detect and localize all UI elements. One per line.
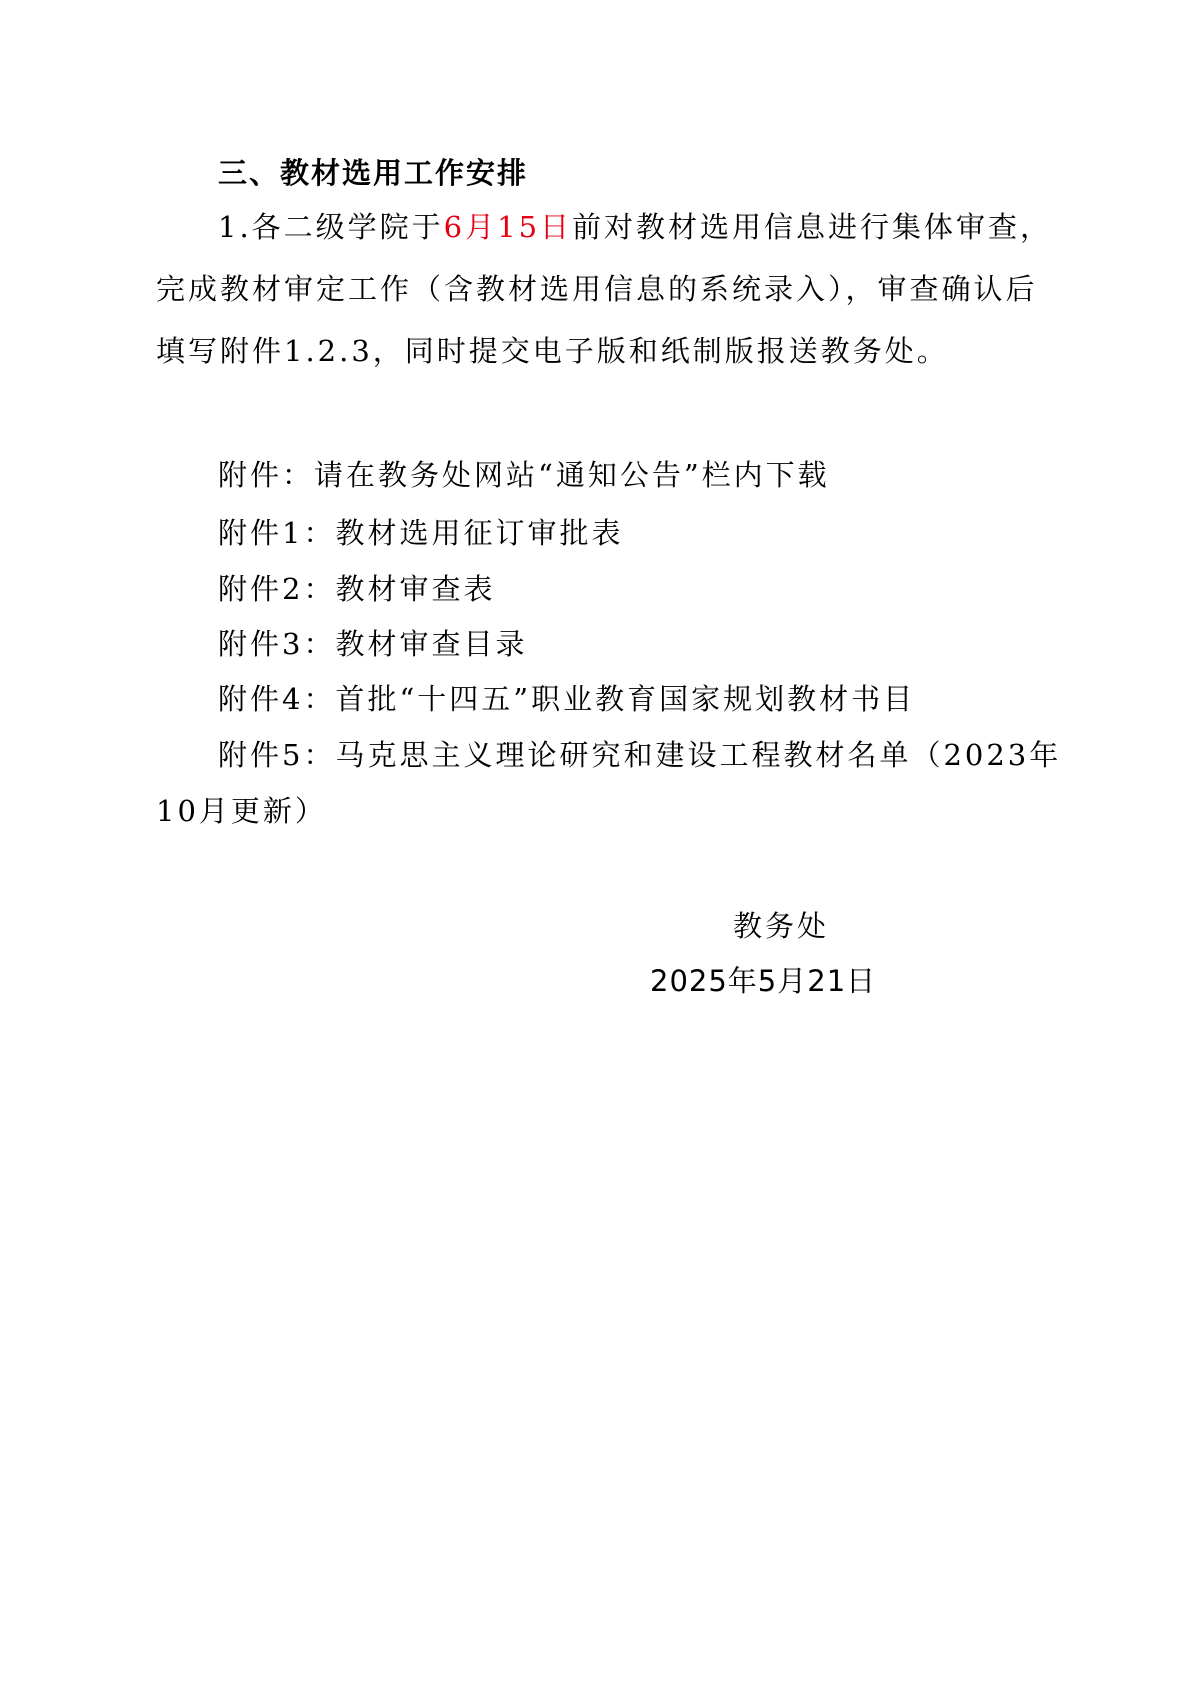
paragraph-text: 前对教材选用信息进行集体审查， (572, 210, 1053, 244)
attachment-item-continuation: 10月更新） (156, 794, 327, 828)
paragraph-line-2: 完成教材审定工作（含教材选用信息的系统录入），审查确认后 (156, 272, 1038, 306)
attachment-item: 附件4：首批“十四五”职业教育国家规划教材书目 (218, 682, 916, 716)
paragraph-text: 1.各二级学院于 (218, 210, 444, 244)
deadline-date: 6月15日 (443, 210, 573, 244)
attachment-item: 附件3：教材审查目录 (218, 627, 528, 661)
paragraph-line-1 (218, 209, 1052, 245)
section-heading: 三、教材选用工作安排 (218, 156, 529, 190)
attachment-item: 附件5：马克思主义理论研究和建设工程教材名单（2023年 (218, 738, 1062, 772)
signature-office: 教务处 (733, 909, 830, 943)
signature-date: 2025年5月21日 (650, 964, 877, 998)
attachment-item: 附件2：教材审查表 (218, 572, 496, 606)
attachments-intro: 附件：请在教务处网站“通知公告”栏内下载 (218, 458, 830, 492)
paragraph-line-3: 填写附件1.2.3，同时提交电子版和纸制版报送教务处。 (156, 334, 949, 368)
attachment-item: 附件1：教材选用征订审批表 (218, 516, 624, 550)
